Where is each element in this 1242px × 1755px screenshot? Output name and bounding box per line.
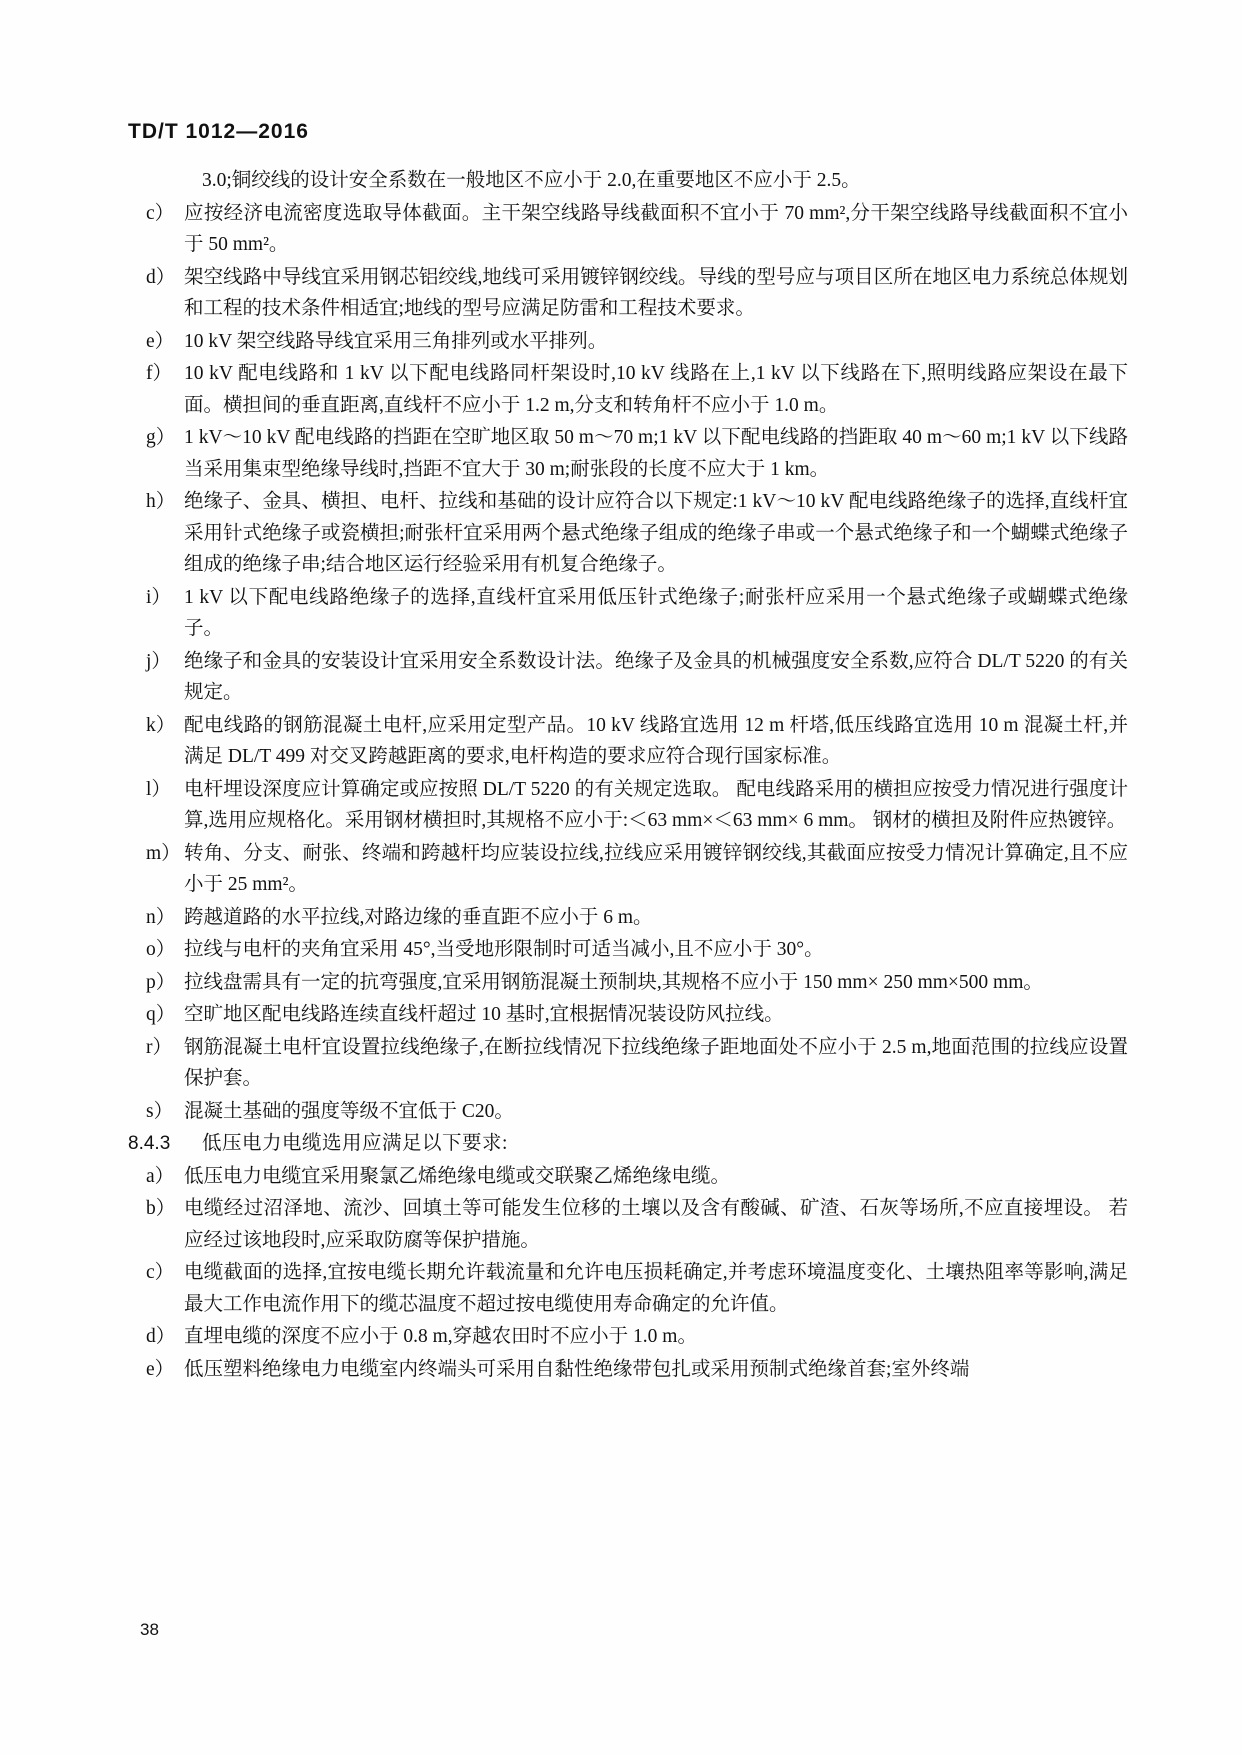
list-item-text: 10 kV 配电线路和 1 kV 以下配电线路同杆架设时,10 kV 线路在上,1 kV 以下线路在下,照明线路应架设在最下面。横担间的垂直距离,直线杆不应小于 1.2 m,分支和转角杆不应小于 1.0 m。 [184,363,1128,416]
list-item-text: 电缆截面的选择,宜按电缆长期允许载流量和允许电压损耗确定,并考虑环境温度变化、土壤热阻率等影响,满足最大工作电流作用下的缆芯温度不超过按电缆使用寿命确定的允许值。 [184,1262,1128,1315]
list-item [128,1354,1128,1386]
list-item-text: 低压电力电缆宜采用聚氯乙烯绝缘电缆或交联聚乙烯绝缘电缆。 [184,1165,731,1187]
list-marker: d） [146,266,176,288]
list-marker: m） [146,842,181,864]
list-item [128,1161,1128,1193]
list-item [128,1257,1128,1320]
clause-title: 低压电力电缆选用应满足以下要求: [202,1133,508,1154]
list-item-text: 电杆埋设深度应计算确定或应按照 DL/T 5220 的有关规定选取。 配电线路采用的横担应按受力情况进行强度计算,选用应规格化。采用钢材横担时,其规格不应小于:＜63 mm×＜63 mm× 6 mm。 钢材的横担及附件应热镀锌。 [184,778,1128,831]
list-marker: a） [146,1165,175,1187]
list-marker: j） [146,650,171,672]
list-item-text: 10 kV 架空线路导线宜采用三角排列或水平排列。 [184,330,608,352]
list-item-text: 配电线路的钢筋混凝土电杆,应采用定型产品。10 kV 线路宜选用 12 m 杆塔,低压线路宜选用 10 m 混凝土杆,并满足 DL/T 499 对交叉跨越距离的要求,电杆构造的要求应符合现行国家标准。 [184,714,1128,767]
list-marker: i） [146,586,171,608]
list-item-text: 低压塑料绝缘电力电缆室内终端头可采用自黏性绝缘带包扎或采用预制式绝缘首套;室外终端 [184,1358,970,1380]
list-item-text: 绝缘子、金具、横担、电杆、拉线和基础的设计应符合以下规定:1 kV～10 kV 配电线路绝缘子的选择,直线杆宜采用针式绝缘子或瓷横担;耐张杆宜采用两个悬式绝缘子组成的绝缘子串或一个悬式绝缘子和一个蝴蝶式绝缘子组成的绝缘子串;结合地区运行经验采用有机复合绝缘子。 [184,491,1128,575]
list-marker: s） [146,1100,174,1122]
list-item [128,1321,1128,1353]
list-item [128,902,1128,934]
list-item [128,646,1128,709]
list-item [128,262,1128,325]
list-item [128,774,1128,837]
clause-number: 8.4.3 [128,1133,171,1154]
list-item [128,582,1128,645]
list-item [128,486,1128,581]
list-marker: l） [146,778,171,800]
list-item-text: 架空线路中导线宜采用钢芯铝绞线,地线可采用镀锌钢绞线。导线的型号应与项目区所在地区电力系统总体规划和工程的技术条件相适宜;地线的型号应满足防雷和工程技术要求。 [184,266,1128,319]
paragraph-text: 3.0;铜绞线的设计安全系数在一般地区不应小于 2.0,在重要地区不应小于 2.5。 [202,170,861,191]
list-item-text: 直埋电缆的深度不应小于 0.8 m,穿越农田时不应小于 1.0 m。 [184,1326,697,1347]
list-item [128,198,1128,261]
list-marker: r） [146,1036,172,1058]
list-item [128,422,1128,485]
list-marker: d） [146,1326,176,1347]
list-item [128,1193,1128,1256]
list-item [128,326,1128,358]
list-item-text: 拉线盘需具有一定的抗弯强度,宜采用钢筋混凝土预制块,其规格不应小于 150 mm× 250 mm×500 mm。 [184,971,1043,993]
list-item-text: 1 kV～10 kV 配电线路的挡距在空旷地区取 50 m～70 m;1 kV 以下配电线路的挡距取 40 m～60 m;1 kV 以下线路当采用集束型绝缘导线时,挡距不宜大于 30 m;耐张段的长度不应大于 1 km。 [184,427,1128,480]
list-item-text: 应按经济电流密度选取导体截面。主干架空线路导线截面积不宜小于 70 mm²,分干架空线路导线截面积不宜小于 50 mm²。 [184,202,1128,255]
list-marker: o） [146,939,176,960]
list-item [128,999,1128,1031]
list-item-text: 拉线与电杆的夹角宜采用 45°,当受地形限制时可适当减小,且不应小于 30°。 [184,939,824,960]
list-item-text: 空旷地区配电线路连续直线杆超过 10 基时,宜根据情况装设防风拉线。 [184,1004,784,1025]
page-header: TD/T 1012—2016 [128,120,309,143]
list-item-text: 混凝土基础的强度等级不宜低于 C20。 [184,1100,514,1122]
list-marker: e） [146,330,175,352]
list-item-text: 钢筋混凝土电杆宜设置拉线绝缘子,在断拉线情况下拉线绝缘子距地面处不应小于 2.5 m,地面范围的拉线应设置保护套。 [184,1036,1128,1089]
list-item [128,967,1128,999]
list-marker: n） [146,906,176,928]
list-item [128,1032,1128,1095]
list-marker: e） [146,1358,175,1380]
clause-heading [128,1128,1128,1160]
list-marker: p） [146,971,176,993]
list-item [128,1096,1128,1128]
list-marker: q） [146,1004,176,1025]
list-marker: c） [146,1262,175,1283]
list-item [128,838,1128,901]
list-item-text: 转角、分支、耐张、终端和跨越杆均应装设拉线,拉线应采用镀锌钢绞线,其截面应按受力情况计算确定,且不应小于 25 mm²。 [184,842,1128,895]
list-item-text: 绝缘子和金具的安装设计宜采用安全系数设计法。绝缘子及金具的机械强度安全系数,应符合 DL/T 5220 的有关规定。 [184,650,1128,703]
list-marker: c） [146,202,175,224]
list-item-text: 跨越道路的水平拉线,对路边缘的垂直距不应小于 6 m。 [184,906,653,928]
list-marker: b） [146,1198,176,1219]
list-item-text: 电缆经过沼泽地、流沙、回填土等可能发生位移的土壤以及含有酸碱、矿渣、石灰等场所,不应直接埋设。 若应经过该地段时,应采取防腐等保护措施。 [184,1198,1128,1251]
list-item [128,358,1128,421]
list-marker: h） [146,491,176,512]
paragraph-continuation [128,165,1128,197]
list-item [128,710,1128,773]
list-marker: k） [146,714,176,736]
list-marker: f） [146,363,172,384]
page-number: 38 [140,1620,159,1639]
list-item [128,934,1128,966]
list-item-text: 1 kV 以下配电线路绝缘子的选择,直线杆宜采用低压针式绝缘子;耐张杆应采用一个悬式绝缘子或蝴蝶式绝缘子。 [184,586,1128,639]
list-marker: g） [146,427,176,448]
document-body [128,165,1128,1386]
